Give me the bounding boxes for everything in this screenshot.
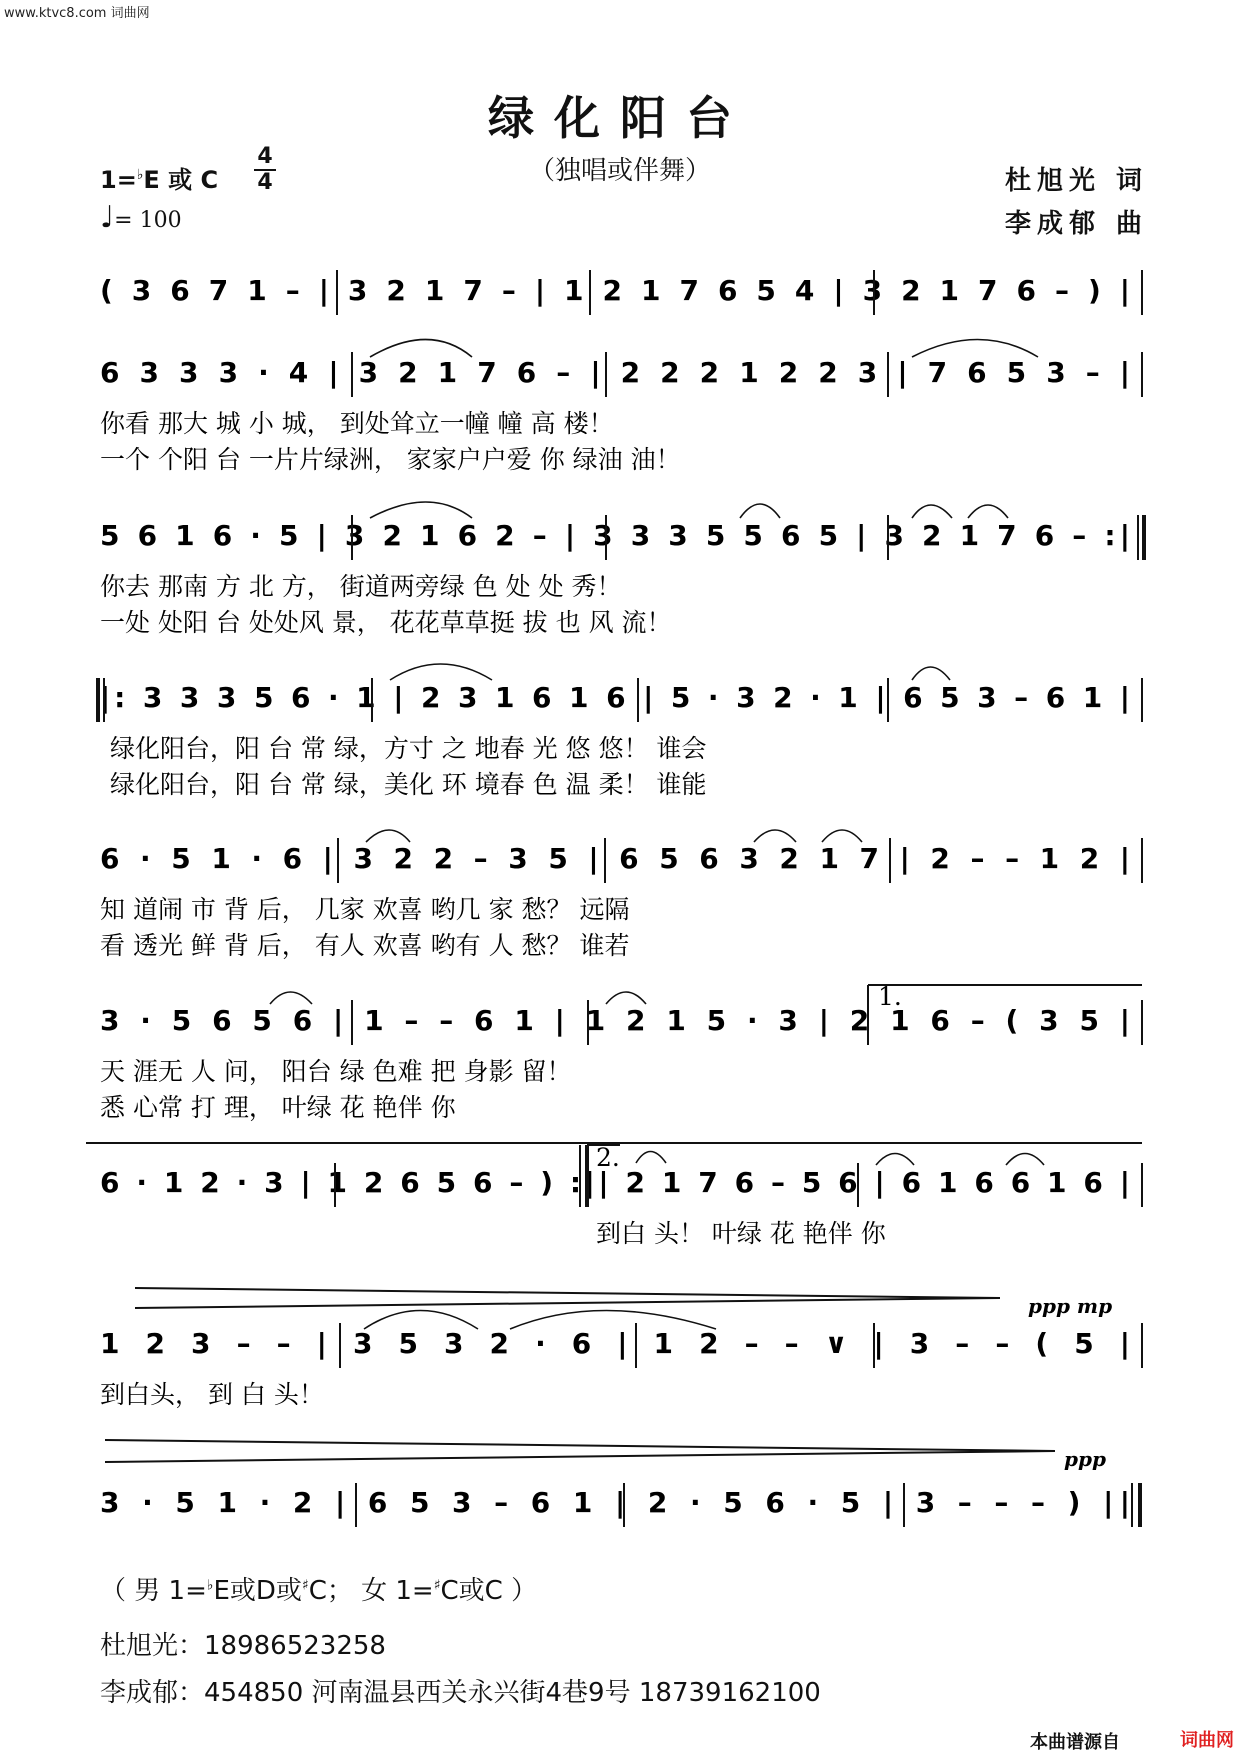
notation-row-4: |: 3 3 3 5 6 · 1 | 2 3 1 6 1 6 | 5 · 3 2 · 1 | 6 5 3 – 6 1 | — [100, 681, 1130, 714]
notation-row-2: 6 3 3 3 · 4 | 3 2 1 7 6 – | 2 2 2 1 2 2 3 | 7 6 5 3 – | — [100, 356, 1130, 389]
volta-first-ending: 1. — [878, 982, 902, 1011]
notation-row-9: 3 · 5 1 · 2 | 6 5 3 – 6 1 | 2 · 5 6 · 5 | 3 – – – ) || — [100, 1486, 1130, 1519]
lyricist-credit: 杜旭光 词 — [1005, 166, 1149, 196]
lyric-line-7-1: 到白 头！ 叶绿 花 艳伴 你 — [596, 1219, 886, 1248]
lyric-line-8-1: 到白头， 到 白 头！ — [100, 1380, 324, 1409]
lyric-line-6-2: 悉 心常 打 理， 叶绿 花 艳伴 你 — [100, 1093, 456, 1122]
time-bottom: 4 — [257, 170, 273, 195]
source-label: 本曲谱源自 — [1030, 1732, 1120, 1753]
notation-row-8: 1 2 3 – – | 3 5 3 2 · 6 | 1 2 – – ∨ | 3 – – ( 5 | — [100, 1327, 1130, 1360]
song-subtitle: （独唱或伴舞） — [528, 156, 711, 186]
lyric-line-2-1: 你看 那大 城 小 城， 到处耸立一幢 幢 高 楼！ — [100, 409, 614, 438]
composer-credit: 李成郁 曲 — [1005, 209, 1149, 239]
lyric-line-5-2: 看 透光 鲜 背 后， 有人 欢喜 哟有 人 愁？ 谁若 — [100, 931, 630, 960]
site-watermark: www.ktvc8.com 词曲网 — [4, 6, 150, 21]
composer-contact: 李成郁：454850 河南温县西关永兴街4巷9号 18739162100 — [100, 1678, 821, 1708]
key-signature: 1=♭E 或 C — [100, 166, 219, 194]
dynamic-marking-row8: ppp mp — [1028, 1294, 1113, 1318]
voice-key-note: （ 男 1=♭E或D或♯C； 女 1=♯C或C ） — [100, 1576, 538, 1606]
volta-second-ending: 2. — [596, 1143, 620, 1172]
lyric-line-3-2: 一处 处阳 台 处处风 景， 花花草草挺 拔 也 风 流！ — [100, 608, 672, 637]
tempo-marking: ♩= 100 — [100, 200, 182, 235]
brand-logo-text: 词曲网 — [1180, 1730, 1234, 1751]
lyric-line-3-1: 你去 那南 方 北 方， 街道两旁绿 色 处 处 秀！ — [100, 572, 622, 601]
lyric-line-6-1: 天 涯无 人 问， 阳台 绿 色难 把 身影 留！ — [100, 1057, 572, 1086]
notation-row-7: 6 · 1 2 · 3 | 1 2 6 5 6 – ) :|| 2 1 7 6 – 5 6 | 6 1 6 6 1 6 | — [100, 1166, 1130, 1199]
song-title: 绿化阳台 — [488, 91, 752, 145]
lyric-line-2-2: 一个 个阳 台 一片片绿洲， 家家户户爱 你 绿油 油！ — [100, 445, 681, 474]
lyric-line-4-1: 绿化阳台，阳 台 常 绿，方寸 之 地春 光 悠 悠！ 谁会 — [110, 734, 707, 763]
notation-row-3: 5 6 1 6 · 5 | 3 2 1 6 2 – | 3 3 3 5 5 6 5 | 3 2 1 7 6 – :| — [100, 519, 1131, 552]
quarter-note-icon: ♩ — [100, 200, 115, 235]
dynamic-marking-row9: ppp — [1064, 1447, 1106, 1471]
time-top: 4 — [257, 144, 273, 169]
lyric-line-5-1: 知 道闹 市 背 后， 几家 欢喜 哟几 家 愁？ 远隔 — [100, 895, 630, 924]
notation-row-1: ( 3 6 7 1 – | 3 2 1 7 – | 1 2 1 7 6 5 4 | 3 2 1 7 6 – ) | — [100, 274, 1130, 307]
notation-row-6: 3 · 5 6 5 6 | 1 – – 6 1 | 1 2 1 5 · 3 | 2 1 6 – ( 3 5 | — [100, 1004, 1130, 1037]
notation-row-5: 6 · 5 1 · 6 | 3 2 2 – 3 5 | 6 5 6 3 2 1 7 | 2 – – 1 2 | — [100, 842, 1130, 875]
lyric-line-4-2: 绿化阳台，阳 台 常 绿，美化 环 境春 色 温 柔！ 谁能 — [110, 770, 707, 799]
lyricist-contact: 杜旭光：18986523258 — [100, 1631, 386, 1661]
